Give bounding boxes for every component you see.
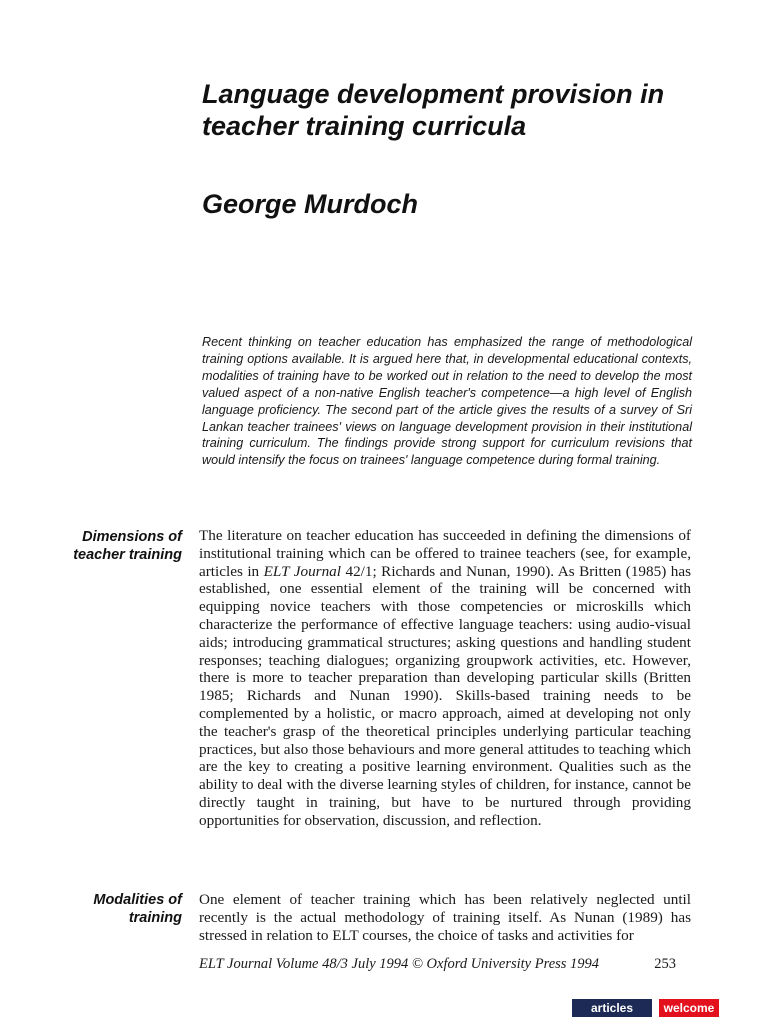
article-abstract: Recent thinking on teacher education has emphasized the range of methodological training options available. It is argued here that, in developmental educational contexts, modalities of training have to be worked out in relation to the need to develop the most valued aspect of a non-native English teacher's competence—a high level of English language proficiency. The second part of the article gives the results of a survey of Sri Lankan teacher trainees' views on language development provision in their institutional training curriculum. The findings provide strong support for curriculum revisions that would intensify the focus on trainees' language competence during formal training.	[202, 335, 692, 468]
articles-button[interactable]: articles	[572, 999, 652, 1017]
footer-journal-citation: ELT Journal Volume 48/3 July 1994 © Oxford University Press 1994	[199, 956, 600, 972]
article-title: Language development provision in teacher training curricula	[202, 79, 665, 141]
section-heading-line: teacher training	[73, 547, 182, 563]
section-body-dimensions	[199, 527, 691, 830]
section-heading-line: Dimensions of	[82, 529, 182, 545]
body-text-run: 42/1; Richards and Nunan, 1990). As Britten (1985) has established, one essential element of the training will be concerned with equipping novice teachers with those competencies or microskills which characterize the performance of effective language teachers: using audio-visual aids; introducing grammatical structures; asking questions and handling student responses; teaching dialogues; organizing groupwork activities, etc. However, there is more to teacher preparation than developing particular skills (Britten 1985; Richards and Nunan 1990). Skills-based training needs to be complemented by a holistic, or macro approach, aimed at developing not only the teacher's grasp of the theoretical principles underlying particular teaching practices, but also those behaviours and more general attitudes to teaching which are the key to creating a positive learning environment. Qualities such as the ability to deal with the diverse learning styles of children, for instance, cannot be directly taught in training, but have to be nurtured through providing opportunities for observation, discussion, and reflection.	[199, 562, 691, 829]
section-heading-line: training	[128, 910, 182, 926]
page-number: 253	[654, 956, 676, 972]
section-heading-dimensions	[20, 528, 182, 564]
welcome-button[interactable]: welcome	[659, 999, 719, 1017]
article-author: George Murdoch	[202, 189, 419, 219]
section-body-modalities: One element of teacher training which has been relatively neglected until recently is the actual methodology of training itself. As Nunan (1989) has stressed in relation to ELT courses, the choice of tasks and activities for	[199, 891, 691, 944]
body-text-run: The literature on teacher education has succeeded in defining the dimensions of institutional training which can be offered to trainee teachers (see, for example, articles in	[199, 527, 691, 580]
page-footer	[199, 955, 691, 973]
section-heading-modalities	[20, 891, 182, 927]
section-heading-line: Modalities of	[93, 892, 182, 908]
journal-name-italic: ELT Journal	[263, 562, 341, 580]
